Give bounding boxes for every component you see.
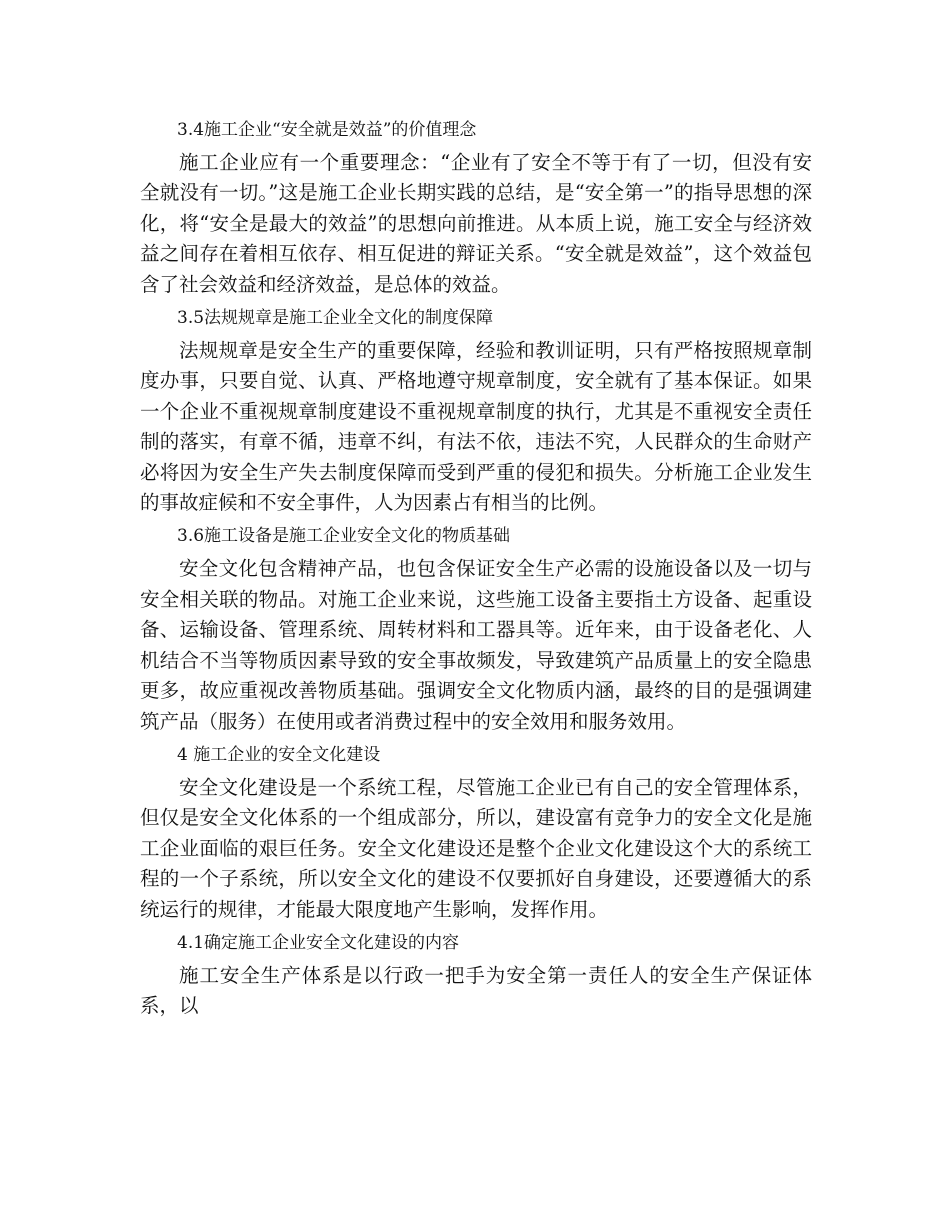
- section-paragraph: 施工企业应有一个重要理念：“企业有了安全不等于有了一切，但没有安全就没有一切。”这是施工企业长期实践的总结，是“安全第一”的指导思想的深化，将“安全是最大的效益”的思想向前推进。从本质上说，施工安全与经济效益之间存在着相互依存、相互促进的辩证关系。“安全就是效益”，这个效益包含了社会效益和经济效益，是总体的效益。: [140, 151, 812, 296]
- section-paragraph: 法规规章是安全生产的重要保障，经验和教训证明，只有严格按照规章制度办事，只要自觉、认真、严格地遵守规章制度，安全就有了基本保证。如果一个企业不重视规章制度建设不重视规章制度的执行，尤其是不重视安全责任制的落实，有章不循，违章不纠，有法不依，违法不究，人民群众的生命财产必将因为安全生产失去制度保障而受到严重的侵犯和损失。分析施工企业发生的事故症候和不安全事件，人为因素占有相当的比例。: [140, 339, 812, 515]
- section-heading: 4 施工企业的安全文化建设: [177, 744, 381, 765]
- section-paragraph: 施工安全生产体系是以行政一把手为安全第一责任人的安全生产保证体系，以: [140, 963, 812, 1018]
- section-heading: 4.1确定施工企业安全文化建设的内容: [177, 932, 460, 953]
- section-4-1: [140, 929, 812, 1022]
- section-heading: 3.5法规规章是施工企业全文化的制度保障: [177, 308, 494, 329]
- section-3-5: [140, 304, 812, 518]
- section-paragraph: 安全文化建设是一个系统工程，尽管施工企业已有自己的安全管理体系，但仅是安全文化体系的一个组成部分，所以，建设富有竞争力的安全文化是施工企业面临的艰巨任务。安全文化建设还是整个企业文化建设这个大的系统工程的一个子系统，所以安全文化的建设不仅要抓好自身建设，还要遵循大的系统运行的规律，才能最大限度地产生影响，发挥作用。: [140, 775, 812, 921]
- section-paragraph: 安全文化包含精神产品，也包含保证安全生产必需的设施设备以及一切与安全相关联的物品。对施工企业来说，这些施工设备主要指土方设备、起重设备、运输设备、管理系统、周转材料和工器具等。近年来，由于设备老化、人机结合不当等物质因素导致的安全事故频发，导致建筑产品质量上的安全隐患更多，故应重视改善物质基础。强调安全文化物质内涵，最终的目的是强调建筑产品（服务）在使用或者消费过程中的安全效用和服务效用。: [140, 557, 812, 733]
- document-page: [140, 116, 812, 1026]
- section-heading: 3.6施工设备是施工企业安全文化的物质基础: [177, 526, 511, 547]
- section-heading: 3.4施工企业“安全就是效益”的价值理念: [177, 120, 477, 140]
- section-3-4: [140, 116, 812, 300]
- section-3-6: [140, 522, 812, 736]
- section-4: [140, 741, 812, 925]
